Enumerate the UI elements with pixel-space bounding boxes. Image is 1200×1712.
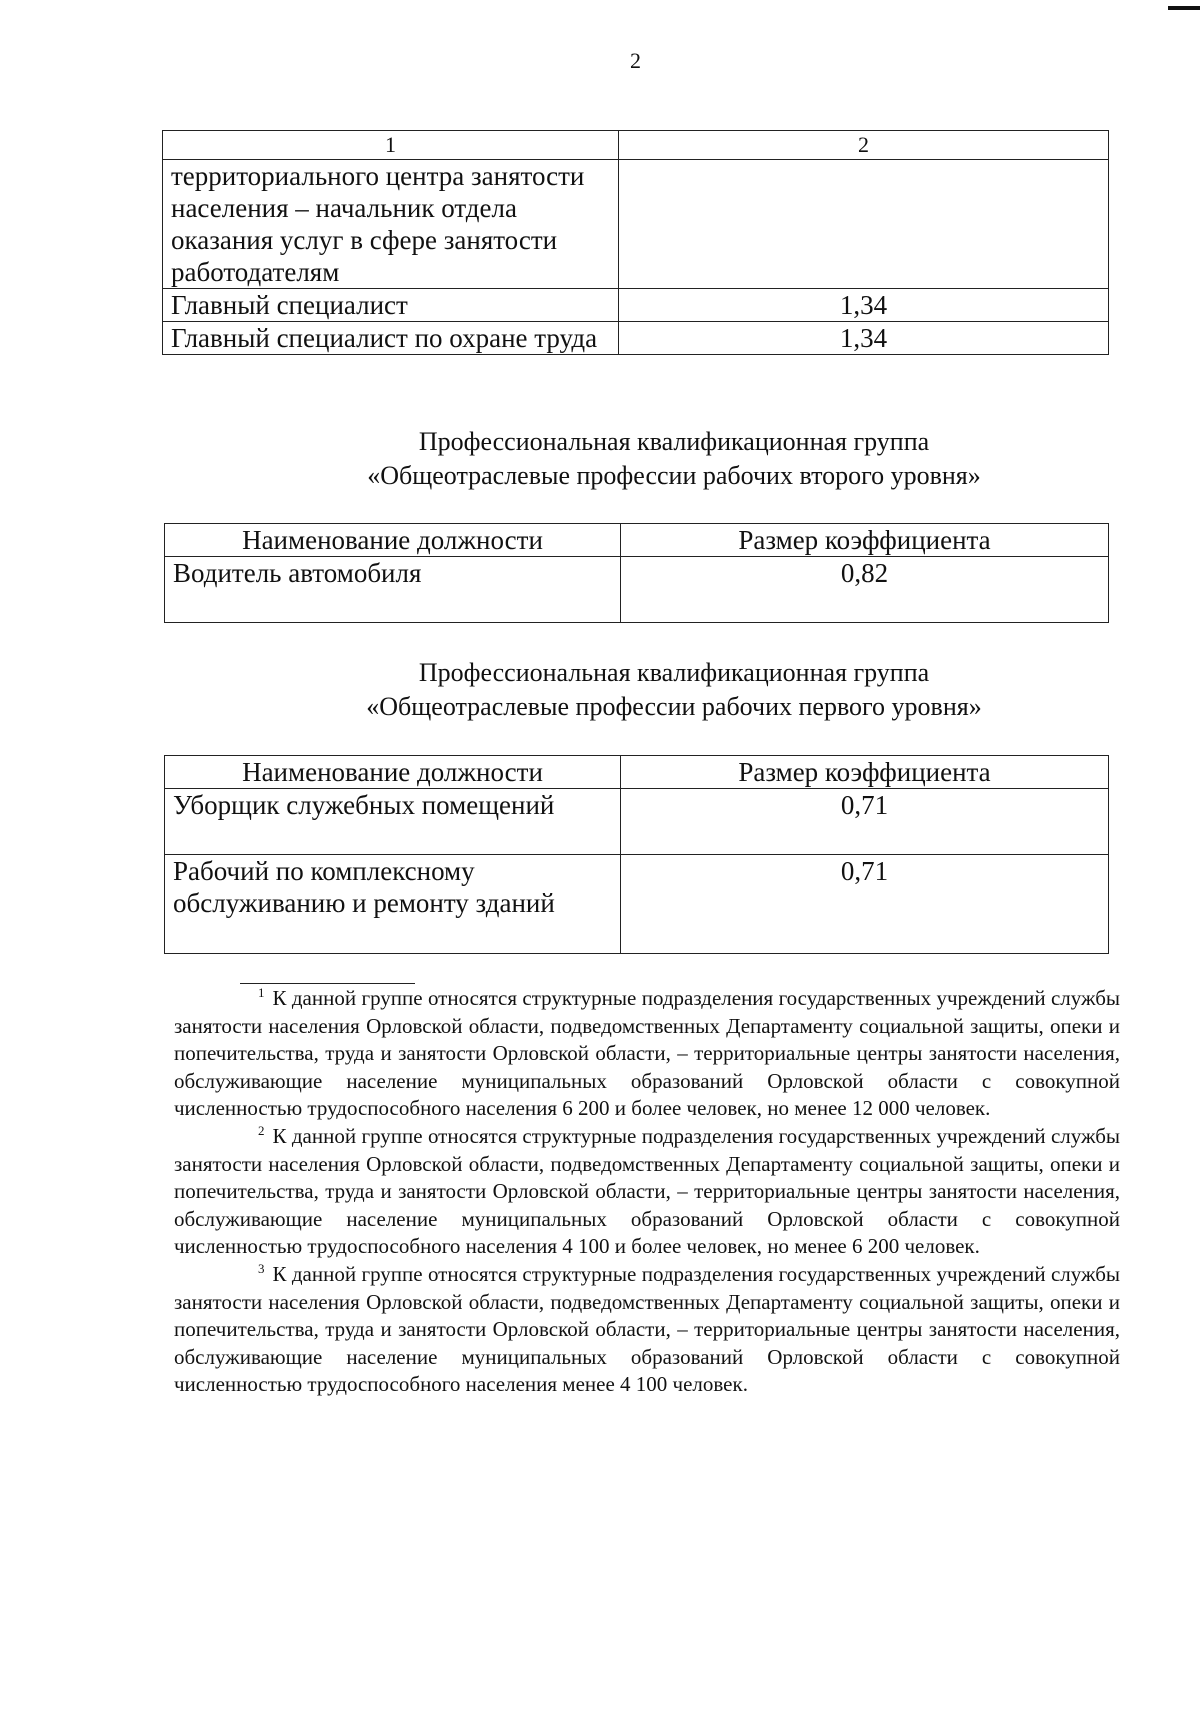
- column-number-row: [163, 131, 1109, 160]
- position-name: территориального центра занятости населения – начальник отдела оказания услуг в сфере занятости работодателям: [163, 160, 619, 289]
- page-number: 2: [630, 48, 641, 73]
- table-header-row: [165, 524, 1109, 557]
- group-heading-line: Профессиональная квалификационная группа: [418, 427, 930, 456]
- header-coefficient: Размер коэффициента: [621, 524, 1109, 557]
- coefficient-value: 0,71: [621, 855, 1109, 954]
- coefficient-value: 0,71: [621, 789, 1109, 855]
- coefficient-value: 1,34: [619, 289, 1109, 322]
- column-number-1: 1: [163, 131, 619, 160]
- coefficient-value: 1,34: [619, 322, 1109, 355]
- footnote: [174, 985, 1120, 1123]
- scan-corner-mark: [1168, 6, 1200, 10]
- table-row: [163, 160, 1109, 289]
- coefficients-table-second-level: [164, 523, 1109, 623]
- position-name: Главный специалист: [163, 289, 619, 322]
- footnote-text: К данной группе относятся структурные подразделения государственных учреждений службы занятости населения Орловской области, подведомственных Департаменту социальной защиты, опеки и попечительства, труда и занятости Орловской области, – территориальные центры занятости населения, обслуживающие население муниципальных образований Орловской области с совокупной численностью трудоспособного населения 4 100 и более человек, но менее 6 200 человек.: [174, 1123, 1120, 1259]
- footnote-text: К данной группе относятся структурные подразделения государственных учреждений службы занятости населения Орловской области, подведомственных Департаменту социальной защиты, опеки и попечительства, труда и занятости Орловской области, – территориальные центры занятости населения, обслуживающие население муниципальных образований Орловской области с совокупной численностью трудоспособного населения менее 4 100 человек.: [174, 1261, 1120, 1397]
- position-name: Главный специалист по охране труда: [163, 322, 619, 355]
- header-coefficient: Размер коэффициента: [621, 756, 1109, 789]
- position-name: Уборщик служебных помещений: [165, 789, 621, 855]
- group-heading-line: «Общеотраслевые профессии рабочих первого уровня»: [366, 692, 982, 721]
- footnote-separator: [240, 983, 415, 984]
- position-name: Рабочий по комплексному обслуживанию и ремонту зданий: [165, 855, 621, 954]
- coefficients-table-first-level: [164, 755, 1109, 954]
- group-heading-line: Профессиональная квалификационная группа: [418, 658, 930, 687]
- table-header-row: [165, 756, 1109, 789]
- group-heading-first-level: [164, 656, 1184, 724]
- footnotes: [174, 985, 1120, 1399]
- footnote: [174, 1123, 1120, 1261]
- group-heading-line: «Общеотраслевые профессии рабочих второго уровня»: [367, 461, 981, 490]
- coefficient-value: 0,82: [621, 557, 1109, 623]
- header-position-name: Наименование должности: [165, 524, 621, 557]
- coefficient-value: [619, 160, 1109, 289]
- table-row: [163, 289, 1109, 322]
- position-name: Водитель автомобиля: [165, 557, 621, 623]
- table-row: [165, 855, 1109, 954]
- coefficients-table-continued: [162, 130, 1109, 355]
- footnote-mark: 1: [258, 985, 265, 1000]
- group-heading-second-level: [164, 425, 1184, 493]
- footnote-mark: 3: [258, 1260, 265, 1276]
- column-number-2: 2: [619, 131, 1109, 160]
- table-row: [165, 557, 1109, 623]
- table-row: [163, 322, 1109, 355]
- table-row: [165, 789, 1109, 855]
- footnote-mark: 2: [258, 1122, 265, 1138]
- header-position-name: Наименование должности: [165, 756, 621, 789]
- footnote-text: К данной группе относятся структурные подразделения государственных учреждений службы занятости населения Орловской области, подведомственных Департаменту социальной защиты, опеки и попечительства, труда и занятости Орловской области, – территориальные центры занятости населения, обслуживающие население муниципальных образований Орловской области с совокупной численностью трудоспособного населения 6 200 и более человек, но менее 12 000 человек.: [174, 986, 1120, 1121]
- footnote: [174, 1261, 1120, 1399]
